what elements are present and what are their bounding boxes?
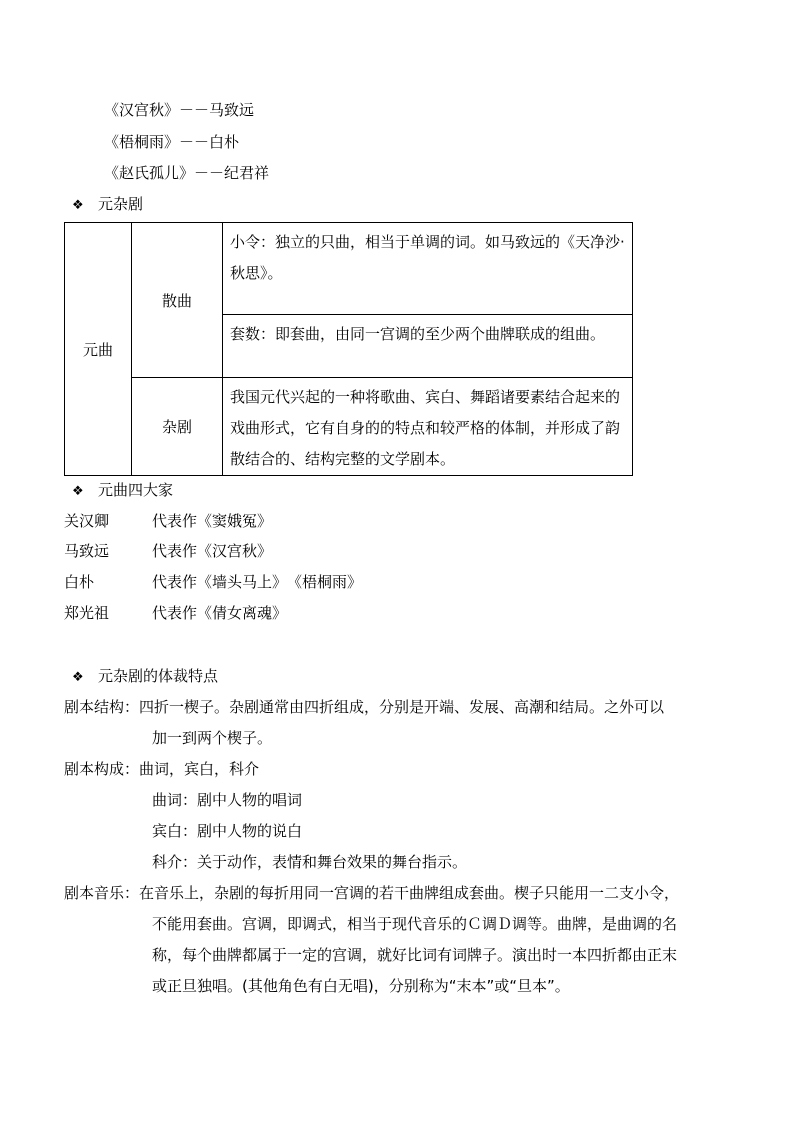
master-row — [64, 541, 272, 561]
master-name: 关汉卿 — [64, 512, 110, 530]
master-name: 马致远 — [64, 542, 110, 560]
cell-zaju-desc: 我国元代兴起的一种将歌曲、宾白、舞蹈诸要素结合起来的戏曲形式，它有自身的的特点和较严格的体制，并形成了韵散结合的、结构完整的文学剧本。 — [223, 378, 633, 476]
diamond-bullet-icon: ❖ — [72, 670, 84, 685]
diamond-bullet-icon: ❖ — [72, 484, 84, 499]
quci-line: 曲词：剧中人物的唱词 — [152, 791, 303, 809]
binbai-line: 宾白：剧中人物的说白 — [152, 822, 303, 840]
master-works: 代表作《墙头马上》 《梧桐雨》 — [152, 573, 363, 591]
structure-line: 加一到两个楔子。 — [152, 729, 273, 747]
master-name: 郑光祖 — [64, 604, 110, 622]
music-line: 不能用套曲。宫调，即调式，相当于现代音乐的Ｃ调Ｄ调等。曲牌，是曲调的名 — [152, 915, 678, 933]
master-row — [64, 603, 287, 623]
master-row — [64, 511, 272, 531]
master-works: 代表作《汉宫秋》 — [152, 542, 273, 560]
master-works: 代表作《倩女离魂》 — [152, 604, 288, 622]
kejie-line: 科介：关于动作，表情和舞台效果的舞台指示。 — [152, 853, 468, 871]
play-line: 《赵氏孤儿》－－纪君祥 — [104, 164, 270, 182]
master-name: 白朴 — [64, 573, 95, 591]
play-line: 《梧桐雨》－－白朴 — [104, 133, 240, 151]
cell-zaju: 杂剧 — [132, 378, 223, 476]
cell-yuanqu: 元曲 — [65, 223, 132, 476]
yuanqu-table — [64, 222, 633, 476]
play-line: 《汉宫秋》－－马致远 — [104, 101, 255, 119]
cell-taoshu: 套数：即套曲，由同一宫调的至少两个曲牌联成的组曲。 — [223, 315, 633, 378]
master-row — [64, 572, 362, 592]
section-heading-four-masters — [72, 480, 173, 502]
cell-xiaoling: 小令：独立的只曲，相当于单调的词。如马致远的《天净沙·秋思》。 — [223, 223, 633, 315]
heading-text: 元杂剧 — [98, 195, 144, 213]
heading-text: 元曲四大家 — [98, 481, 174, 499]
structure-line: 剧本结构：四折一楔子。杂剧通常由四折组成，分别是开端、发展、高潮和结局。之外可以 — [64, 698, 665, 716]
music-line: 称，每个曲牌都属于一定的宫调，就好比词有词牌子。演出时一本四折都由正末 — [152, 946, 678, 964]
heading-text: 元杂剧的体裁特点 — [98, 667, 219, 685]
cell-sanqu: 散曲 — [132, 223, 223, 378]
section-heading-yuan-zaju — [72, 194, 143, 216]
section-heading-features — [72, 666, 218, 688]
composition-line: 剧本构成：曲词，宾白，科介 — [64, 760, 260, 778]
music-line: 或正旦独唱。(其他角色有白无唱)，分别称为“末本”或“旦本”。 — [152, 977, 570, 995]
music-line: 剧本音乐：在音乐上，杂剧的每折用同一宫调的若干曲牌组成套曲。楔子只能用一二支小令， — [64, 884, 680, 902]
diamond-bullet-icon: ❖ — [72, 198, 84, 213]
master-works: 代表作《窦娥冤》 — [152, 512, 273, 530]
